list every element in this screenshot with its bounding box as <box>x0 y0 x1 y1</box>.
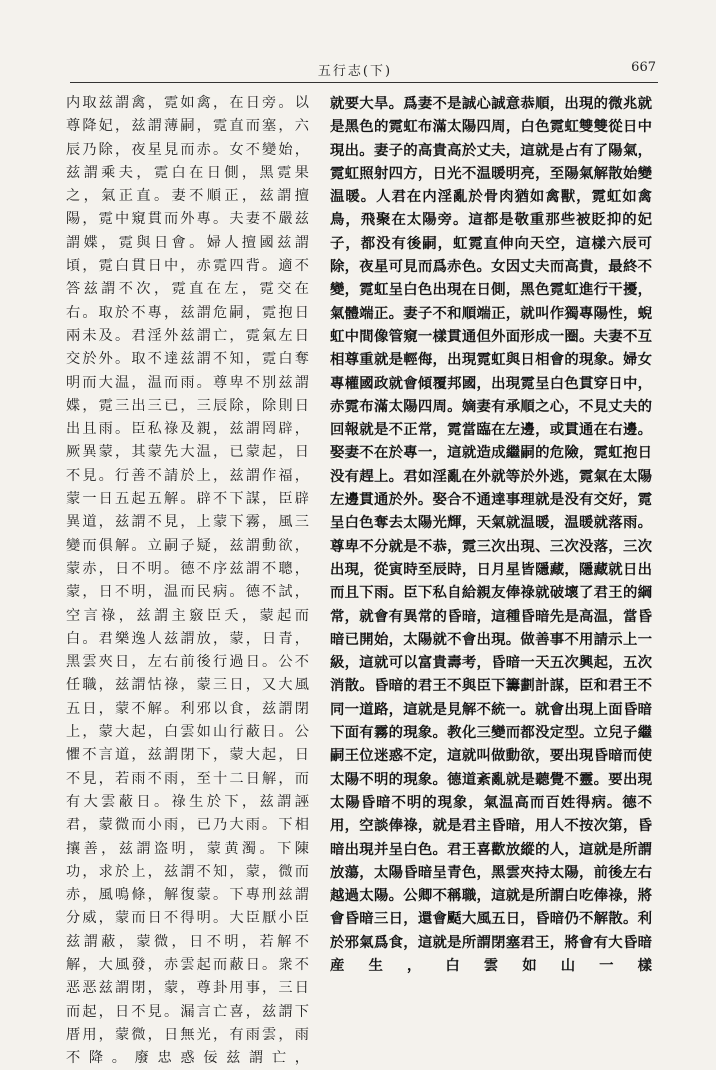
translation-text-column: 就要大旱。爲妻不是誠心誠意恭順，出現的微兆就是黑色的霓虹布滿太陽四周，白色霓虹雙雙從日中現出。妻子的高貴高於丈夫，這就是占有了陽氣，霓虹照射四方，日光不温暖明亮，至陽氣解散始變温暖。人君在内淫亂於骨肉猶如禽獸，霓虹如禽鳥，飛聚在太陽旁。這都是敬重那些被貶抑的妃子，都没有後嗣，虹霓直伸向天空，這樣六辰可除，夜星可見而爲赤色。女因丈夫而高貴，最終不變，霓虹呈白色出現在日側，黑色霓虹進行干擾，氣體端正。妻子不和順端正，就叫作獨專陽性，蜺虹中間像管窺一樣貫通但外面形成一圈。夫妻不互相尊重就是輕侮，出現霓虹與日相會的現象。婦女專權國政就會傾覆邦國，出現霓呈白色貫穿日中，赤霓布滿太陽四周。嫡妻有承順之心，不見丈夫的回報就是不正常，霓當臨在左邊，或貫通在右邊。娶妻不在於專一，這就造成繼嗣的危險，霓虹抱日没有趕上。君如淫亂在外就等於外逃，霓氣在太陽左邊貫通於外。娶合不通達事理就是没有交好，霓呈白色奪去太陽光輝，天氣就温暖，温暖就落雨。尊卑不分就是不恭，霓三次出現、三次没落，三次出現，從寅時至辰時，日月星皆隱藏，隱藏就日出而且下雨。臣下私自給親友俸祿就破壞了君王的綱常，就會有異常的昏暗，這種昏暗先是高温，當昏暗已開始，太陽就不會出現。做善事不用請示上一級，這就可以富貴壽考，昏暗一天五次興起，五次消散。昏暗的君王不與臣下籌劃計謀，臣和君王不同一道路，這就是見解不統一。就會出現上面昏暗下面有霧的現象。教化三變而都没定型。立兒子繼嗣王位迷惑不定，這就叫做動欲，要出現昏暗而使太陽不明的現象。德道紊亂就是聽覺不靈。要出現太陽昏暗不明的現象，氣温高而百姓得病。德不用，空談俸祿，就是君主昏暗，用人不按次第，昏暗出現并呈白色。君王喜歡放縱的人，這就是所謂放蕩，太陽昏暗呈青色，黑雲夾持太陽，前後左右越過太陽。公卿不稱職，這就是所謂白吃俸祿，將會昏暗三日，還會颳大風五日，昏暗仍不解散。利於邪氣爲食，這就是所謂閉塞君王，將會有大昏暗産生，白雲如山一樣 <box>330 95 652 974</box>
running-header-title: 五行志(下) <box>317 64 393 79</box>
page-number: 667 <box>631 60 656 75</box>
header-rule <box>70 82 658 83</box>
classical-text-column: 内取兹謂禽，霓如禽，在日旁。以尊降妃，兹謂薄嗣，霓直而塞，六辰乃除，夜星見而赤。女不變始，兹謂乘夫，霓白在日側，黑霓果之，氣正直。妻不順正，兹謂擅陽，霓中窺貫而外專。夫妻不嚴兹謂媟，霓與日會。婦人擅國兹謂頃，霓白貫日中，赤霓四背。適不答兹謂不次，霓直在左，霓交在右。取於不專，兹謂危嗣，霓抱日兩未及。君淫外兹謂亡，霓氣左日交於外。取不達兹謂不知，霓白奪明而大温，温而雨。尊卑不別兹謂媟，霓三出三已，三辰除，除則日出且雨。臣私祿及親，兹謂罔辟，厥異蒙，其蒙先大温，已蒙起，日不見。行善不請於上，兹謂作福，蒙一日五起五解。辟不下謀，臣辟異道，兹謂不見，上蒙下霧，風三變而俱解。立嗣子疑，兹謂動欲，蒙赤，日不明。德不序兹謂不聰，蒙，日不明，温而民病。德不試，空言祿，兹謂主竅臣夭，蒙起而白。君樂逸人兹謂放，蒙，日青，黑雲夾日，左右前後行過日。公不任職，兹謂怙祿，蒙三日，又大風五日，蒙不解。利邪以食，兹謂閉上，蒙大起，白雲如山行蔽日。公懼不言道，兹謂閉下，蒙大起，日不見，若雨不雨，至十二日解，而有大雲蔽日。祿生於下，兹謂誣君，蒙微而小雨，已乃大雨。下相攘善，兹謂盗明，蒙黄濁。下陳功，求於上，兹謂不知，蒙，微而赤，風鳴條，解復蒙。下專刑兹謂分威，蒙而日不得明。大臣厭小臣兹謂蔽，蒙微，日不明，若解不解，大風發，赤雲起而蔽日。衆不恶恶兹謂閉，蒙，尊卦用事，三日而起，日不見。漏言亡喜，兹謂下厝用，蒙微，日無光，有雨雲，雨不降。廢忠惑佞兹謂亡， <box>66 95 310 1067</box>
